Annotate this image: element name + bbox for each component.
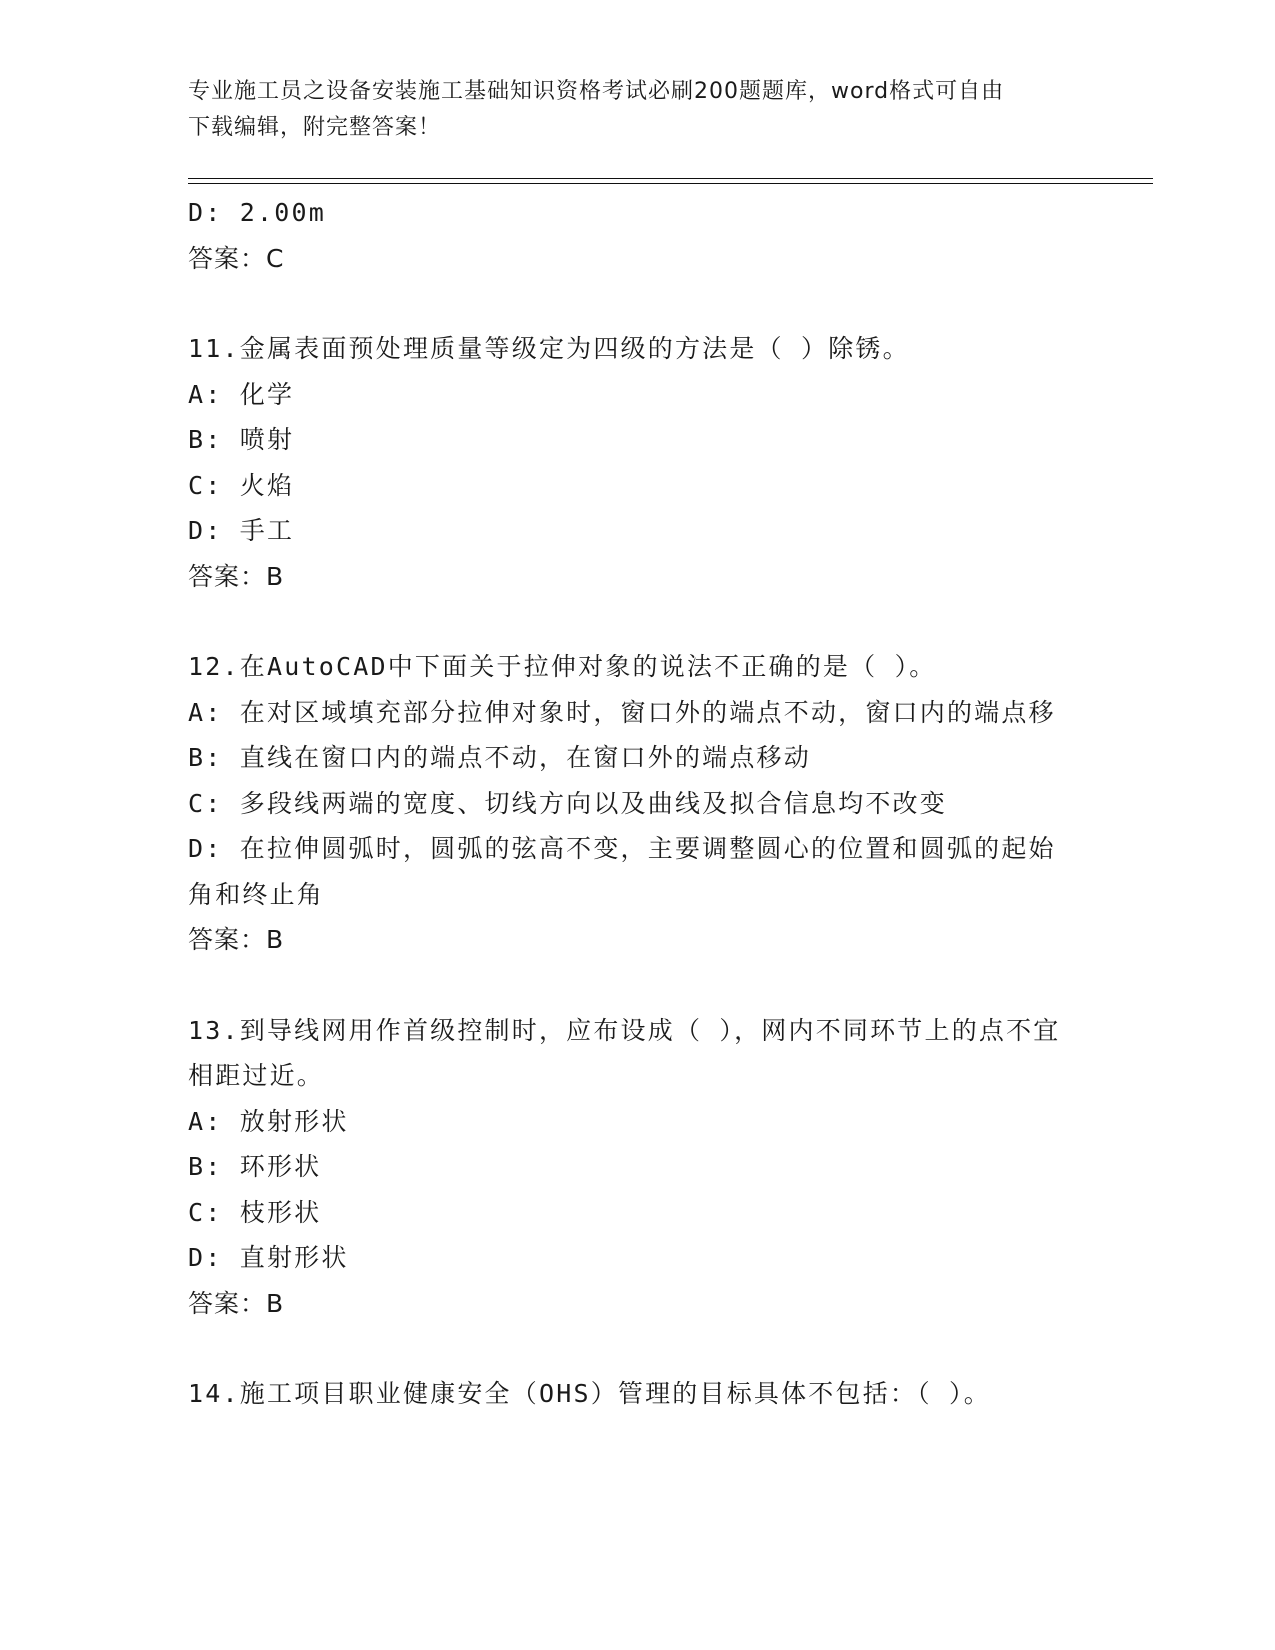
question-11 [188,326,1088,599]
answer-line: 答案：B [188,561,285,591]
option-d: D: 手工 [188,516,295,545]
option-d: D: 2.00m [188,198,327,227]
answer-line: 答案：B [188,925,285,954]
question-stem: 13.到导线网用作首级控制时，应布设成（ ），网内不同环节上的点不宜相距过近。 [188,1015,1061,1090]
question-12 [188,644,1088,963]
option-c: C: 多段线两端的宽度、切线方向以及曲线及拟合信息均不改变 [188,788,947,818]
option-c: C: 枝形状 [188,1197,322,1227]
option-a: A: 放射形状 [188,1106,349,1136]
answer-line: 答案：C [188,243,285,273]
question-stem: 14.施工项目职业健康安全（OHS）管理的目标具体不包括：（ ）。 [188,1379,991,1408]
option-d: D: 在拉伸圆弧时，圆弧的弦高不变，主要调整圆心的位置和圆弧的起始角和终止角 [188,834,1056,909]
option-b: B: 喷射 [188,425,295,454]
answer-line: 答案：B [188,1288,285,1318]
option-a: A: 在对区域填充部分拉伸对象时，窗口外的端点不动，窗口内的端点移 [188,697,1056,727]
option-a: A: 化学 [188,379,295,409]
question-stem: 12.在AutoCAD中下面关于拉伸对象的说法不正确的是（ ）。 [188,652,937,681]
header-title-line-1: 专业施工员之设备安装施工基础知识资格考试必刷200题题库，word格式可自由 [188,79,1005,104]
question-list [188,190,1088,1417]
header-divider-bottom [188,183,1153,184]
question-13 [188,1008,1088,1327]
question-stem: 11.金属表面预处理质量等级定为四级的方法是（ ）除锈。 [188,334,910,363]
question-14 [188,1371,1088,1417]
option-b: B: 环形状 [188,1152,322,1181]
header-title-line-2: 下载编辑，附完整答案！ [188,115,442,140]
option-d: D: 直射形状 [188,1243,349,1272]
option-c: C: 火焰 [188,470,295,500]
option-b: B: 直线在窗口内的端点不动，在窗口外的端点移动 [188,743,811,772]
document-header [188,74,1088,146]
header-divider-top [188,178,1153,179]
previous-question-tail [188,190,1088,281]
